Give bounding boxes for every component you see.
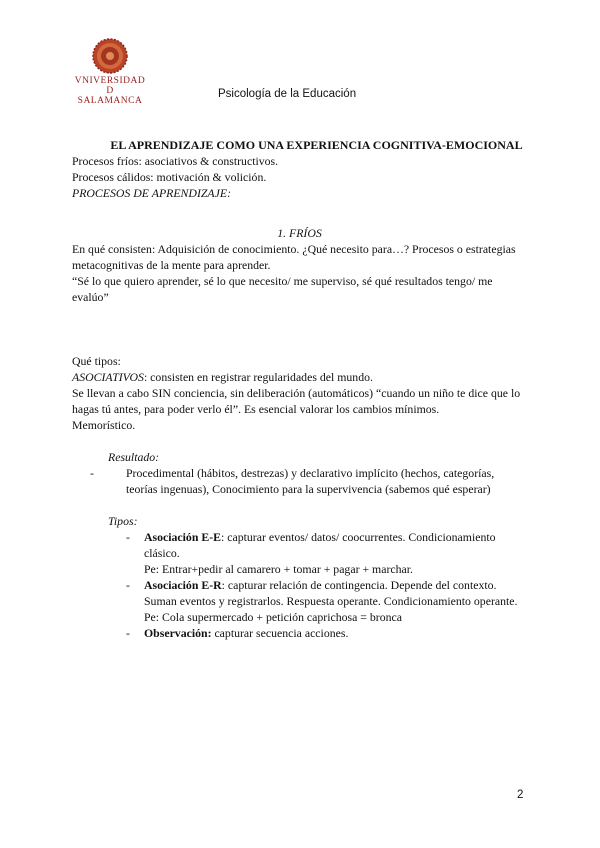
- dash-bullet: -: [126, 530, 130, 544]
- memoristic-line: Memorístico.: [72, 418, 136, 432]
- associative-paragraph: Se llevan a cabo SIN conciencia, sin deliberación (automáticos) “cuando un niño te dice que lo hagas tú antes, para poder verlo él”. Es esencial valorar los cambios mínimos.: [72, 386, 521, 416]
- er-label: Asociación E-R: [144, 578, 222, 592]
- university-seal-icon: [92, 38, 128, 74]
- ee-text: : capturar eventos/ datos/ coocurrentes. Condicionamiento clásico.: [144, 530, 496, 560]
- associative-label: ASOCIATIVOS: [72, 370, 144, 384]
- types-label: Qué tipos:: [72, 354, 121, 368]
- page-number: 2: [517, 789, 524, 801]
- result-item-text: Procedimental (hábitos, destrezas) y declarativo implícito (hechos, categorías, teorías ingenuas), Conocimiento para la supervivencia (sabemos qué esperar): [126, 466, 495, 496]
- university-logo: [74, 38, 146, 106]
- observation-list-item: [126, 625, 527, 641]
- tipos-label: Tipos:: [108, 514, 138, 528]
- learning-processes-heading: PROCESOS DE APRENDIZAJE:: [72, 186, 232, 200]
- dash-bullet: -: [90, 466, 94, 480]
- dash-bullet: -: [126, 626, 130, 640]
- ee-list-item: [126, 529, 527, 577]
- dash-bullet: -: [126, 578, 130, 592]
- observation-label: Observación:: [144, 626, 212, 640]
- ee-example: Pe: Entrar+pedir al camarero + tomar + pagar + marchar.: [144, 562, 413, 576]
- cold-processes-line: Procesos fríos: asociativos & constructivos.: [72, 154, 279, 168]
- result-label: Resultado:: [108, 450, 160, 464]
- main-title: EL APRENDIZAJE COMO UNA EXPERIENCIA COGNITIVA-EMOCIONAL: [110, 138, 523, 152]
- logo-line-2: D SALAMANCA: [77, 86, 143, 106]
- er-list-item: [126, 577, 527, 625]
- er-text: : capturar relación de contingencia. Depende del contexto. Suman eventos y registrarlos. Respuesta operante. Condicionamiento operante.: [144, 578, 518, 608]
- document-body: [72, 137, 527, 641]
- warm-processes-line: Procesos cálidos: motivación & volición.: [72, 170, 267, 184]
- er-example: Pe: Cola supermercado + petición caprichosa = bronca: [144, 610, 402, 624]
- observation-text: capturar secuencia acciones.: [211, 626, 349, 640]
- definition-paragraph: En qué consisten: Adquisición de conocimiento. ¿Qué necesito para…? Procesos o estrategias metacognitivas de la mente para aprender.: [72, 242, 516, 272]
- ee-label: Asociación E-E: [144, 530, 222, 544]
- logo-line-1: VNIVERSIDAD: [74, 76, 146, 86]
- result-list-item: [90, 465, 527, 497]
- associative-line: [72, 369, 527, 385]
- quote-paragraph: “Sé lo que quiero aprender, sé lo que necesito/ me superviso, sé qué resultados tengo/ me evalúo”: [72, 274, 493, 304]
- associative-text: : consisten en registrar regularidades del mundo.: [143, 370, 373, 384]
- header-title: Psicología de la Educación: [218, 88, 357, 100]
- section-heading: 1. FRÍOS: [277, 226, 322, 240]
